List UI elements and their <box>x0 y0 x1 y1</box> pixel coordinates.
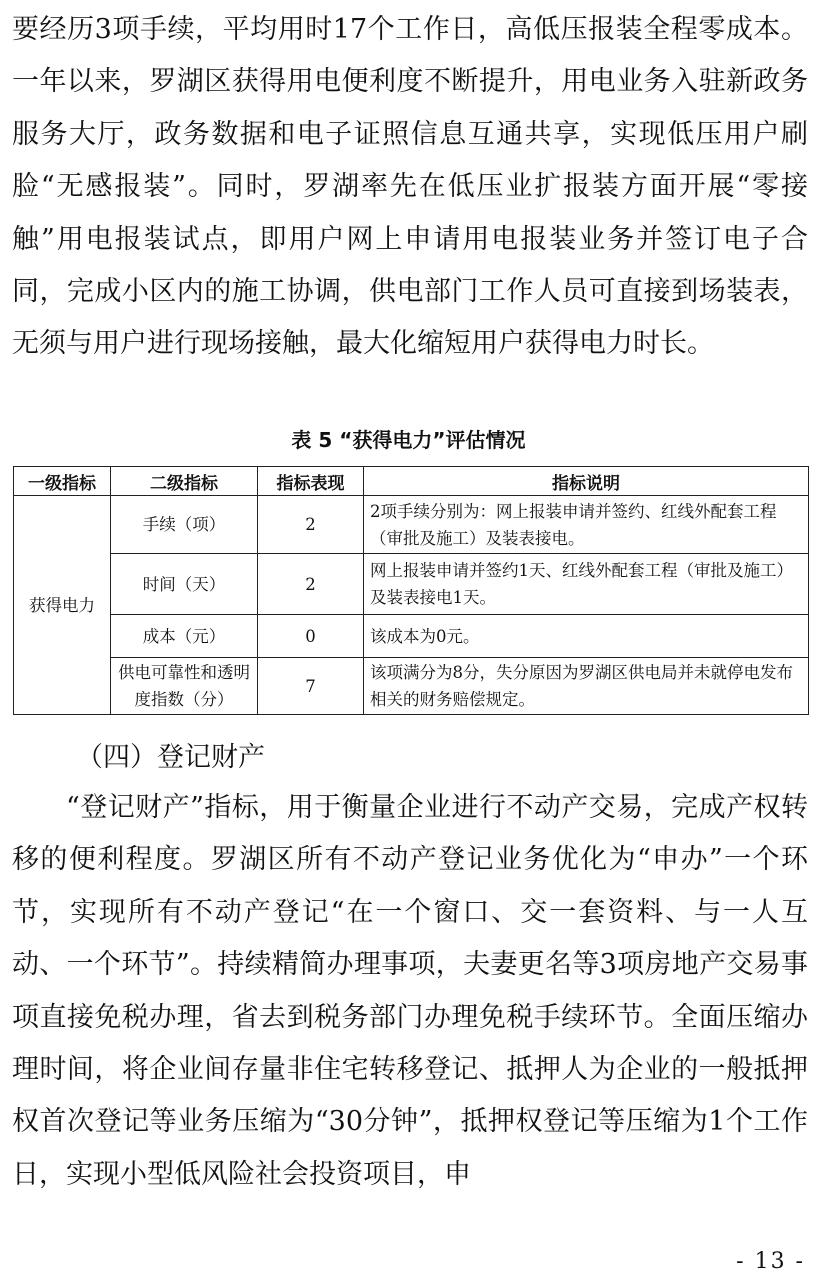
description-cell: 该成本为0元。 <box>364 615 809 658</box>
indicator-cell: 时间（天） <box>111 554 258 615</box>
header-description: 指标说明 <box>364 467 809 496</box>
table-row <box>14 554 809 615</box>
description-cell: 该项满分为8分，失分原因为罗湖区供电局并未就停电发布相关的财务赔偿规定。 <box>364 658 809 715</box>
level1-indicator: 获得电力 <box>14 496 111 715</box>
description-cell: 网上报装申请并签约1天、红线外配套工程（审批及施工）及装表接电1天。 <box>364 554 809 615</box>
evaluation-table <box>13 466 809 715</box>
table-row <box>14 658 809 715</box>
indicator-cell: 供电可靠性和透明度指数（分） <box>111 658 258 715</box>
value-cell: 2 <box>258 554 364 615</box>
value-cell: 2 <box>258 496 364 554</box>
section-heading: （四）登记财产 <box>76 742 265 773</box>
indicator-cell: 手续（项） <box>111 496 258 554</box>
header-performance: 指标表现 <box>258 467 364 496</box>
table-row <box>14 615 809 658</box>
value-cell: 0 <box>258 615 364 658</box>
header-level2: 二级指标 <box>111 467 258 496</box>
value-cell: 7 <box>258 658 364 715</box>
body-paragraph-top: 要经历3项手续，平均用时17个工作日，高低压报装全程零成本。一年以来，罗湖区获得用电便利度不断提升，用电业务入驻新政务服务大厅，政务数据和电子证照信息互通共享，实现低压用户刷脸“无感报装”。同时，罗湖率先在低压业扩报装方面开展“零接触”用电报装试点，即用户网上申请用电报装业务并签订电子合同，完成小区内的施工协调，供电部门工作人员可直接到场装表，无须与用户进行现场接触，最大化缩短用户获得电力时长。 <box>12 14 808 360</box>
page-number: - 13 - <box>736 1249 805 1274</box>
body-paragraph-bottom: “登记财产”指标，用于衡量企业进行不动产交易，完成产权转移的便利程度。罗湖区所有不动产登记业务优化为“申办”一个环节，实现所有不动产登记“在一个窗口、交一套资料、与一人互动、一个环节”。持续精简办理事项，夫妻更名等3项房地产交易事项直接免税办理，省去到税务部门办理免税手续环节。全面压缩办理时间，将企业间存量非住宅转移登记、抵押人为企业的一般抵押权首次登记等业务压缩为“30分钟”，抵押权登记等压缩为1个工作日，实现小型低风险社会投资项目，申 <box>12 792 808 1190</box>
table-row <box>14 496 809 554</box>
table-header-row <box>14 467 809 496</box>
header-level1: 一级指标 <box>14 467 111 496</box>
description-cell: 2项手续分别为：网上报装申请并签约、红线外配套工程（审批及施工）及装表接电。 <box>364 496 809 554</box>
indicator-cell: 成本（元） <box>111 615 258 658</box>
table-caption: 表 5 “获得电力”评估情况 <box>291 428 526 452</box>
